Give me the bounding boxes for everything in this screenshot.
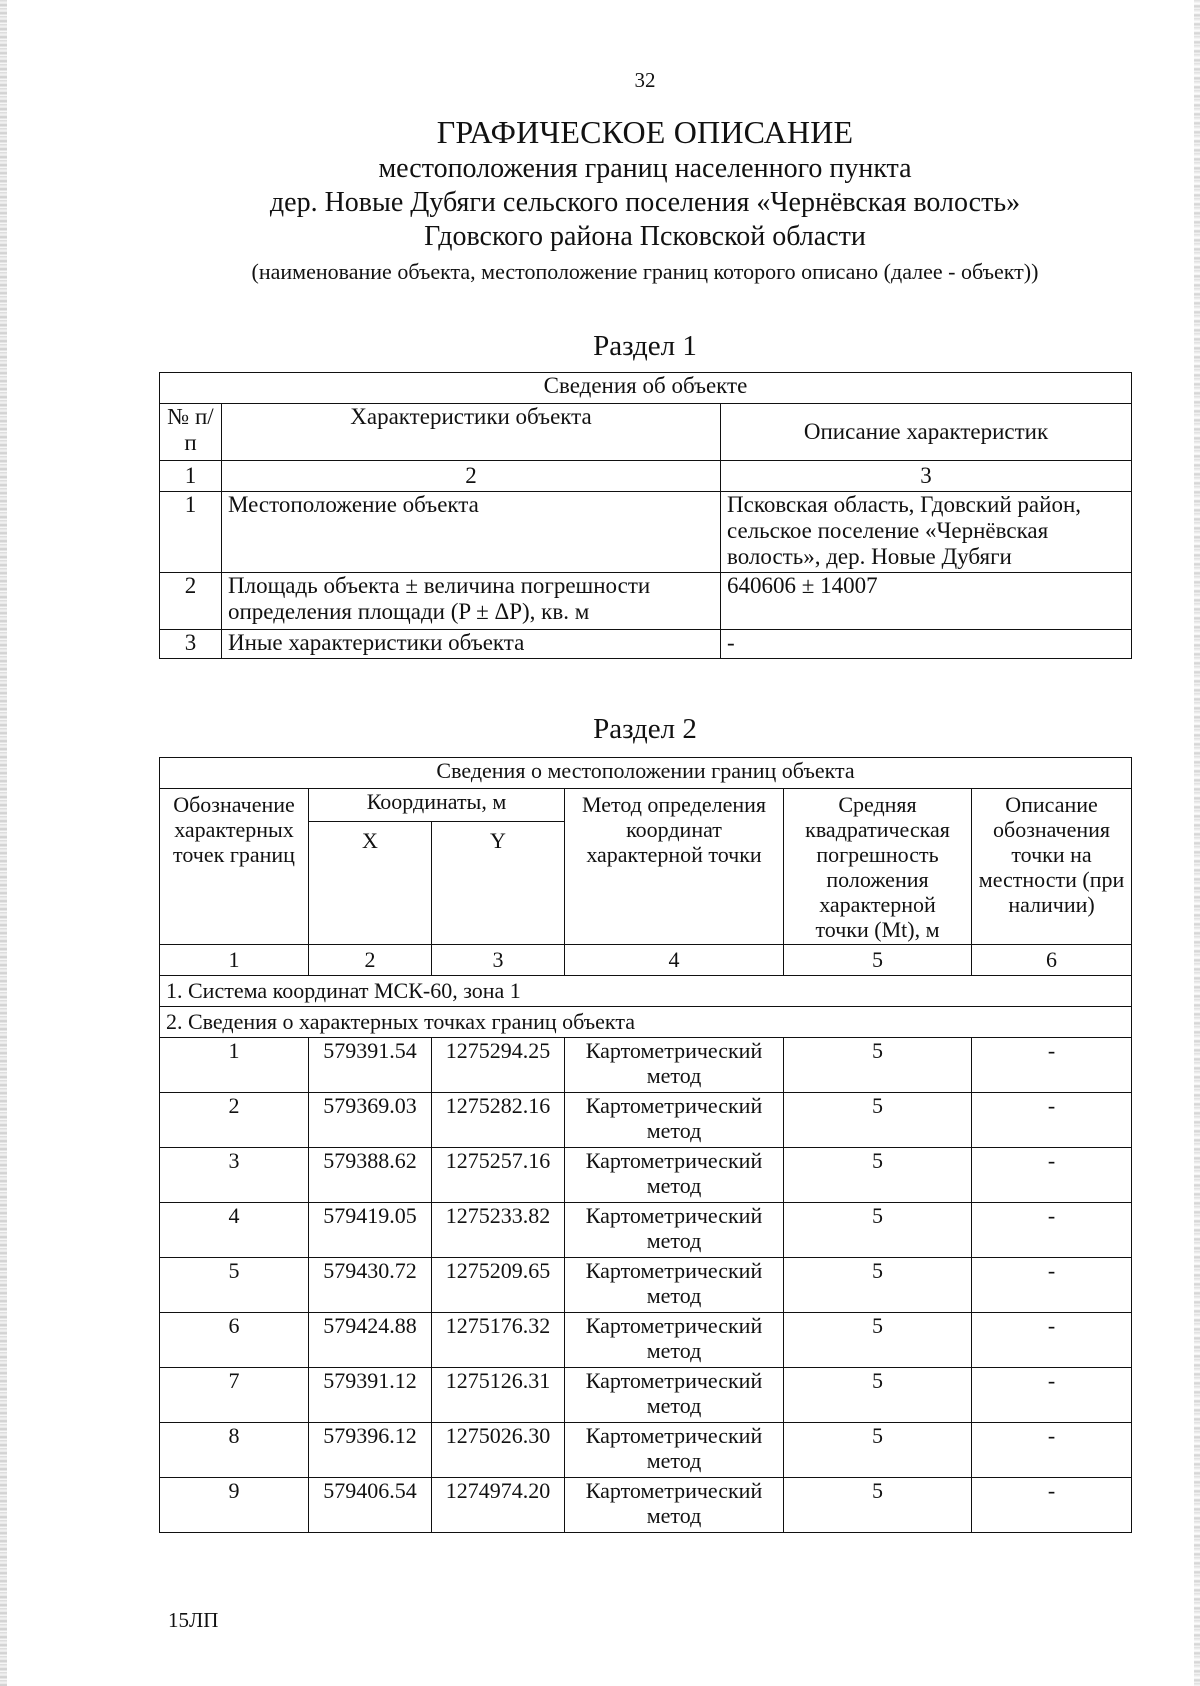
header-point-description: Описание обозначения точки на местности (при наличии)	[972, 789, 1132, 945]
point-y: 1275026.30	[432, 1423, 565, 1478]
subtitle-line-3: Гдовского района Псковской области	[424, 221, 866, 252]
subtitle-line-2: дер. Новые Дубяги сельского поселения «Чернёвская волость»	[269, 187, 1021, 218]
point-mt: 5	[784, 1093, 972, 1148]
object-caption: (наименование объекта, местоположение границ которого описано (далее - объект))	[251, 259, 1039, 284]
subtitle-line-1: местоположения границ населенного пункта	[378, 153, 912, 184]
section-2-heading: Раздел 2	[593, 713, 697, 745]
point-x: 579396.12	[309, 1423, 432, 1478]
index-cell: 6	[972, 945, 1132, 976]
object-info-table-title: Сведения об объекте	[160, 373, 1132, 404]
table-row	[160, 1313, 1132, 1368]
point-method: Картометрический метод	[565, 1148, 784, 1203]
index-cell: 4	[565, 945, 784, 976]
index-cell: 3	[432, 945, 565, 976]
point-method: Картометрический метод	[565, 1203, 784, 1258]
row-num: 1	[160, 492, 222, 573]
section-1-heading: Раздел 1	[593, 330, 697, 362]
header-x: X	[309, 822, 432, 945]
point-mt: 5	[784, 1368, 972, 1423]
coord-system-row: 1. Система координат МСК-60, зона 1	[160, 976, 1132, 1007]
header-num: № п/п	[160, 404, 222, 461]
point-description: -	[972, 1093, 1132, 1148]
boundary-table-title: Сведения о местоположении границ объекта	[160, 758, 1132, 789]
point-id: 2	[160, 1093, 309, 1148]
point-description: -	[972, 1038, 1132, 1093]
point-mt: 5	[784, 1038, 972, 1093]
table-row	[160, 1258, 1132, 1313]
point-method: Картометрический метод	[565, 1038, 784, 1093]
index-cell: 5	[784, 945, 972, 976]
point-method: Картометрический метод	[565, 1368, 784, 1423]
point-x: 579424.88	[309, 1313, 432, 1368]
point-mt: 5	[784, 1423, 972, 1478]
header-point-designation: Обозначение характерных точек границ	[160, 789, 309, 945]
point-method: Картометрический метод	[565, 1093, 784, 1148]
point-y: 1275209.65	[432, 1258, 565, 1313]
row-description: -	[721, 630, 1132, 659]
row-characteristic: Иные характеристики объекта	[222, 630, 721, 659]
row-description: Псковская область, Гдовский район, сельское поселение «Чернёвская волость», дер. Новые Дубяги	[721, 492, 1132, 573]
point-x: 579388.62	[309, 1148, 432, 1203]
index-cell: 2	[222, 461, 721, 492]
row-description: 640606 ± 14007	[721, 573, 1132, 630]
point-y: 1275294.25	[432, 1038, 565, 1093]
point-method: Картометрический метод	[565, 1423, 784, 1478]
point-y: 1275176.32	[432, 1313, 565, 1368]
table-row	[160, 1038, 1132, 1093]
index-cell: 1	[160, 945, 309, 976]
point-mt: 5	[784, 1478, 972, 1533]
header-method: Метод определения координат характерной точки	[565, 789, 784, 945]
point-x: 579391.54	[309, 1038, 432, 1093]
point-description: -	[972, 1478, 1132, 1533]
header-mean-error: Средняя квадратическая погрешность положения характерной точки (Mt), м	[784, 789, 972, 945]
index-cell: 2	[309, 945, 432, 976]
point-method: Картометрический метод	[565, 1258, 784, 1313]
point-description: -	[972, 1258, 1132, 1313]
point-description: -	[972, 1203, 1132, 1258]
point-id: 1	[160, 1038, 309, 1093]
point-x: 579369.03	[309, 1093, 432, 1148]
point-y: 1275126.31	[432, 1368, 565, 1423]
document-title: ГРАФИЧЕСКОЕ ОПИСАНИЕ	[436, 114, 854, 150]
point-mt: 5	[784, 1148, 972, 1203]
point-y: 1275233.82	[432, 1203, 565, 1258]
header-description: Описание характеристик	[721, 404, 1132, 461]
table-row	[160, 1478, 1132, 1533]
index-cell: 3	[721, 461, 1132, 492]
table-row	[160, 1423, 1132, 1478]
point-id: 3	[160, 1148, 309, 1203]
footer-code: 15ЛП	[168, 1608, 219, 1632]
point-description: -	[972, 1313, 1132, 1368]
header-characteristic: Характеристики объекта	[222, 404, 721, 461]
point-x: 579419.05	[309, 1203, 432, 1258]
table-row	[160, 1093, 1132, 1148]
index-cell: 1	[160, 461, 222, 492]
point-y: 1275282.16	[432, 1093, 565, 1148]
point-mt: 5	[784, 1313, 972, 1368]
row-num: 3	[160, 630, 222, 659]
point-y: 1274974.20	[432, 1478, 565, 1533]
point-id: 8	[160, 1423, 309, 1478]
row-num: 2	[160, 573, 222, 630]
point-id: 7	[160, 1368, 309, 1423]
point-id: 9	[160, 1478, 309, 1533]
point-x: 579430.72	[309, 1258, 432, 1313]
points-caption-row: 2. Сведения о характерных точках границ объекта	[160, 1007, 1132, 1038]
point-x: 579391.12	[309, 1368, 432, 1423]
point-id: 6	[160, 1313, 309, 1368]
header-coordinates: Координаты, м	[309, 789, 565, 822]
page-number: 32	[634, 68, 656, 92]
point-x: 579406.54	[309, 1478, 432, 1533]
point-method: Картометрический метод	[565, 1478, 784, 1533]
point-id: 5	[160, 1258, 309, 1313]
point-description: -	[972, 1148, 1132, 1203]
point-description: -	[972, 1423, 1132, 1478]
point-mt: 5	[784, 1203, 972, 1258]
boundary-points-table	[159, 757, 1132, 1533]
row-characteristic: Площадь объекта ± величина погрешности определения площади (P ± ΔP), кв. м	[222, 573, 721, 630]
point-y: 1275257.16	[432, 1148, 565, 1203]
table-row	[160, 1203, 1132, 1258]
point-id: 4	[160, 1203, 309, 1258]
point-method: Картометрический метод	[565, 1313, 784, 1368]
point-mt: 5	[784, 1258, 972, 1313]
table-row	[160, 1368, 1132, 1423]
header-y: Y	[432, 822, 565, 945]
object-info-table	[159, 372, 1132, 659]
row-characteristic: Местоположение объекта	[222, 492, 721, 573]
point-description: -	[972, 1368, 1132, 1423]
table-row	[160, 1148, 1132, 1203]
